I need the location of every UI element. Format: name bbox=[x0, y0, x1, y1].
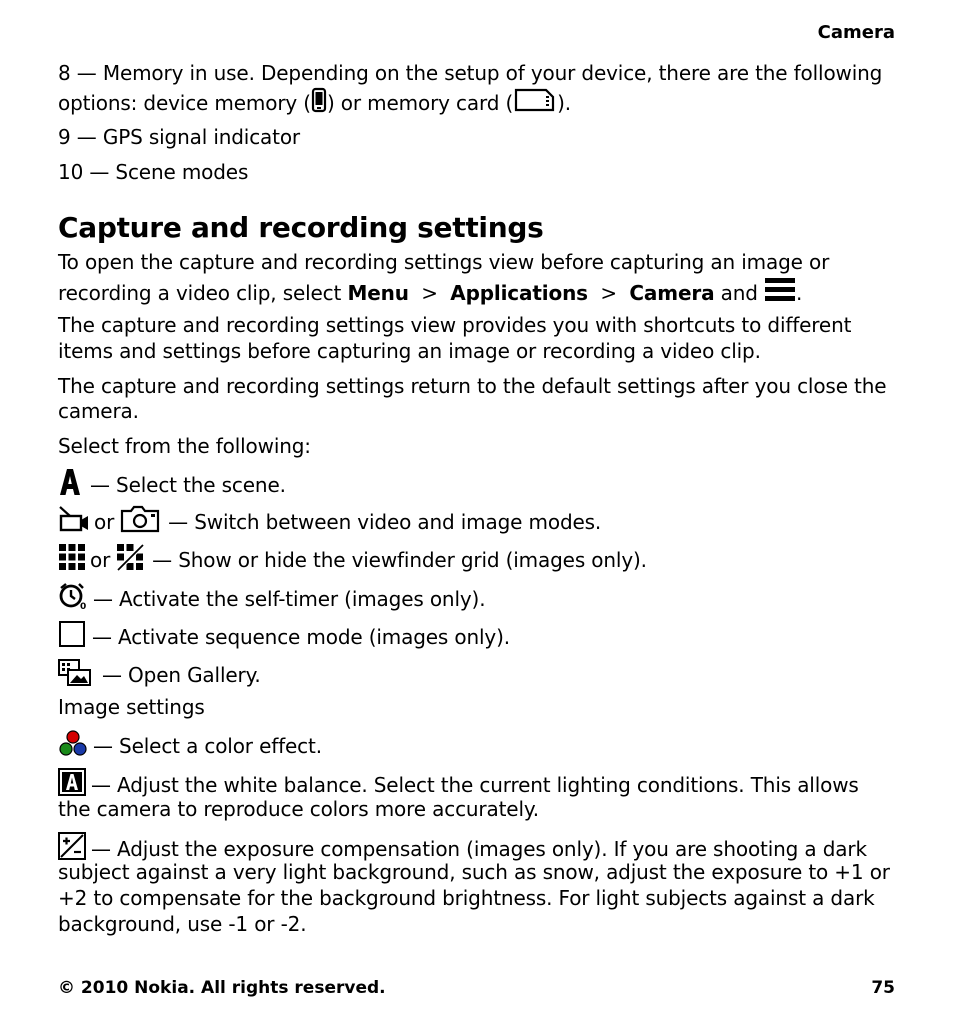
memory-text-1: options: device memory ( bbox=[58, 91, 311, 115]
grid-icon bbox=[58, 543, 86, 577]
page-number: 75 bbox=[871, 978, 895, 998]
and-text: and bbox=[714, 281, 765, 305]
para2-line-1: The capture and recording settings view provides you with shortcuts to different bbox=[58, 313, 852, 337]
gallery-icon bbox=[58, 658, 92, 692]
memory-text-3: ). bbox=[557, 91, 571, 115]
intro-period: . bbox=[796, 281, 803, 305]
camera-label: Camera bbox=[629, 281, 715, 305]
copyright-footer: © 2010 Nokia. All rights reserved. bbox=[58, 978, 386, 998]
video-mode-icon bbox=[58, 505, 90, 539]
sequence-item bbox=[58, 620, 895, 654]
running-header: Camera bbox=[817, 22, 895, 43]
para3-line-2: camera. bbox=[58, 399, 139, 423]
path-separator-1: > bbox=[408, 281, 451, 305]
exposure-text-4: background, use -1 or -2. bbox=[58, 912, 307, 936]
white-balance-text-2: the camera to reproduce colors more accurately. bbox=[58, 797, 539, 821]
scene-modes-line: 10 — Scene modes bbox=[58, 160, 249, 184]
gallery-item-text: — Open Gallery. bbox=[102, 663, 261, 687]
sequence-item-text: — Activate sequence mode (images only). bbox=[92, 625, 510, 649]
mode-item-text: — Switch between video and image modes. bbox=[168, 510, 602, 534]
svg-text:0: 0 bbox=[80, 602, 87, 610]
device-memory-icon bbox=[311, 87, 327, 119]
scene-item bbox=[58, 467, 895, 503]
mode-item bbox=[58, 505, 895, 539]
white-balance-text-1: — Adjust the white balance. Select the current lighting conditions. This allows bbox=[91, 773, 859, 797]
memory-text-2: ) or memory card ( bbox=[326, 91, 514, 115]
color-item bbox=[58, 729, 895, 763]
applications-label: Applications bbox=[450, 281, 588, 305]
or-text-1: or bbox=[94, 510, 115, 534]
sequence-icon bbox=[58, 620, 86, 654]
menu-label: Menu bbox=[347, 281, 409, 305]
select-intro: Select from the following: bbox=[58, 434, 311, 458]
timer-item-text: — Activate the self-timer (images only). bbox=[93, 587, 486, 611]
exposure-text-2: subject against a very light background, such as snow, adjust the exposure to +1 or bbox=[58, 860, 890, 884]
memory-line-1: 8 — Memory in use. Depending on the setup of your device, there are the following bbox=[58, 61, 883, 85]
no-grid-icon bbox=[116, 543, 144, 577]
gps-line: 9 — GPS signal indicator bbox=[58, 125, 301, 149]
timer-item bbox=[58, 582, 895, 616]
image-mode-icon bbox=[120, 505, 160, 539]
intro-line-2 bbox=[58, 276, 895, 310]
grid-item-text: — Show or hide the viewfinder grid (images only). bbox=[152, 548, 647, 572]
color-item-text: — Select a color effect. bbox=[93, 734, 322, 758]
path-separator-2: > bbox=[587, 281, 630, 305]
self-timer-icon bbox=[58, 582, 88, 616]
scene-icon bbox=[58, 467, 82, 503]
intro-text: recording a video clip, select bbox=[58, 281, 348, 305]
intro-line-1: To open the capture and recording settings view before capturing an image or bbox=[58, 250, 830, 274]
para3-line-1: The capture and recording settings return to the default settings after you close the bbox=[58, 374, 887, 398]
image-settings-heading: Image settings bbox=[58, 695, 205, 719]
section-title: Capture and recording settings bbox=[58, 211, 544, 244]
memory-card-icon bbox=[513, 87, 557, 119]
menu-icon bbox=[764, 276, 796, 310]
or-text-2: or bbox=[90, 548, 111, 572]
memory-line-2 bbox=[58, 87, 895, 119]
exposure-text-1: — Adjust the exposure compensation (images only). If you are shooting a dark bbox=[91, 837, 867, 861]
gallery-item bbox=[58, 658, 895, 692]
para2-line-2: items and settings before capturing an image or recording a video clip. bbox=[58, 339, 761, 363]
exposure-text-3: +2 to compensate for the background brightness. For light subjects against a dark bbox=[58, 886, 875, 910]
color-effect-icon bbox=[58, 729, 88, 763]
scene-item-text: — Select the scene. bbox=[90, 473, 286, 497]
grid-item bbox=[58, 543, 895, 577]
